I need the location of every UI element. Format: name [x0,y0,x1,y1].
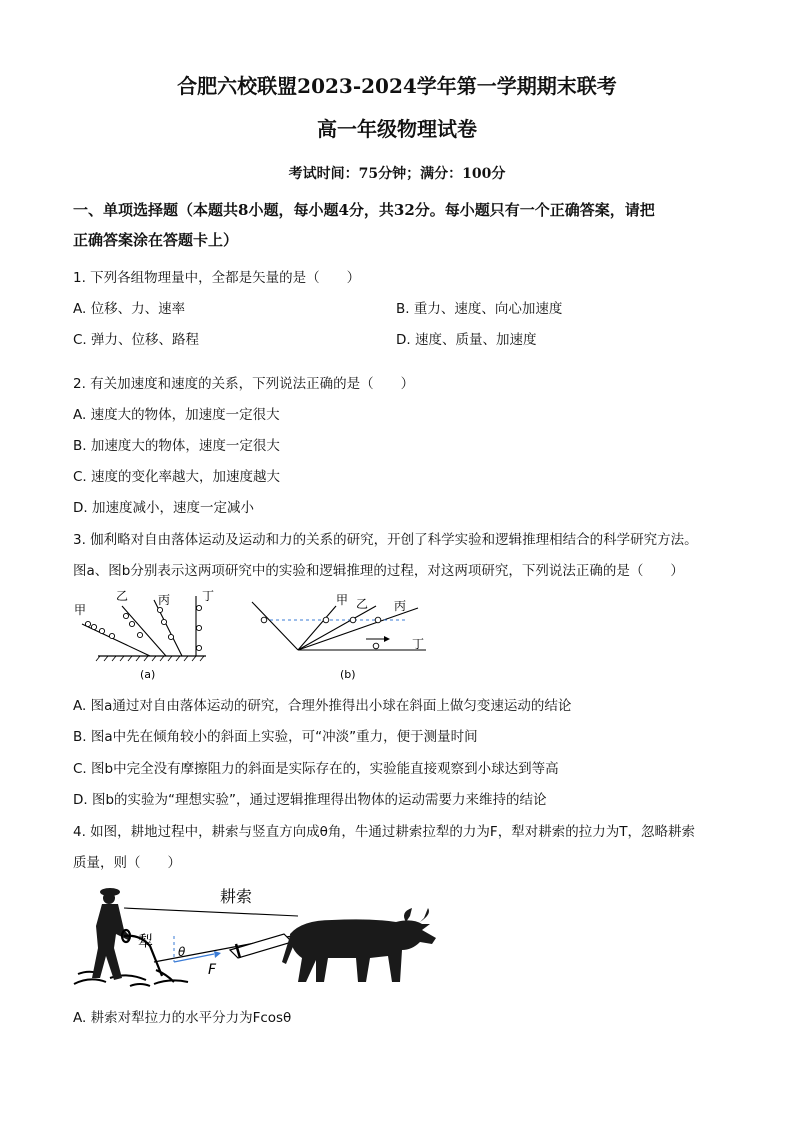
q2-option-c: C. 速度的变化率越大，加速度越大 [73,469,281,485]
q3-option-d: D. 图b的实验为“理想实验”，通过逻辑推理得出物体的运动需要力来维持的结论 [73,792,547,808]
q2-option-a: A. 速度大的物体，加速度一定很大 [73,407,280,423]
fig-b-label-bing: 丙 [394,599,407,613]
fig-b-label-jia: 甲 [336,593,349,607]
q2-stem: 2. 有关加速度和速度的关系，下列说法正确的是（ ） [73,376,415,392]
rope-label: 耕索 [220,887,253,906]
q1-option-b: B. 重力、速度、向心加速度 [396,301,563,317]
q4-option-a: A. 耕索对犁拉力的水平分力为Fcosθ [73,1010,292,1026]
q3-stem-line1: 3. 伽利略对自由落体运动及运动和力的关系的研究，开创了科学实验和逻辑推理相结合的科学研究方法。 [73,532,698,548]
q3-figure-a [68,586,218,682]
exam-subtitle: 高一年级物理试卷 [317,117,477,141]
q3-option-c: C. 图b中完全没有摩擦阻力的斜面是实际存在的，实验能直接观察到小球达到等高 [73,761,559,777]
section-heading-line1: 一、单项选择题（本题共8小题，每小题4分，共32分。每小题只有一个正确答案，请把 [73,201,655,219]
q1-option-a: A. 位移、力、速率 [73,301,186,317]
q1-option-d: D. 速度、质量、加速度 [396,332,537,348]
exam-info: 考试时间：75分钟；满分：100分 [288,166,506,182]
q1-stem: 1. 下列各组物理量中，全都是矢量的是（ ） [73,270,361,286]
fig-a-label-yi: 乙 [116,589,129,603]
plow-label: 犁 [138,932,154,950]
fig-b-label-yi: 乙 [356,597,369,611]
fig-a-label-jia: 甲 [74,603,87,617]
q3-option-a: A. 图a通过对自由落体运动的研究，合理外推得出小球在斜面上做匀变速运动的结论 [73,698,572,714]
exam-title: 合肥六校联盟2023-2024学年第一学期期末联考 [177,74,617,98]
fig-a-label-bing: 丙 [158,593,171,607]
q2-option-d: D. 加速度减小，速度一定减小 [73,500,254,516]
q1-option-c: C. 弹力、位移、路程 [73,332,200,348]
q4-stem-line1: 4. 如图，耕地过程中，耕索与竖直方向成θ角，牛通过耕索拉犁的力为F，犁对耕索的拉力为T，忽略耕索 [73,824,695,840]
q4-stem-line2: 质量，则（ ） [73,855,181,871]
fig-b-caption: (b) [340,668,356,681]
fig-b-label-ding: 丁 [412,637,425,651]
fig-a-label-ding: 丁 [202,589,215,603]
q2-option-b: B. 加速度大的物体，速度一定很大 [73,438,280,454]
q3-option-b: B. 图a中先在倾角较小的斜面上实验，可“冲淡”重力，便于测量时间 [73,729,478,745]
angle-label: θ [178,945,186,959]
section-heading-line2: 正确答案涂在答题卡上） [73,231,239,249]
force-label: F [208,962,217,978]
q3-stem-line2: 图a、图b分别表示这两项研究中的实验和逻辑推理的过程，对这两项研究，下列说法正确的是（ ） [73,563,684,579]
q4-plowing-figure [70,878,442,994]
q3-figure-b [246,586,432,682]
fig-a-caption: (a) [140,668,156,681]
